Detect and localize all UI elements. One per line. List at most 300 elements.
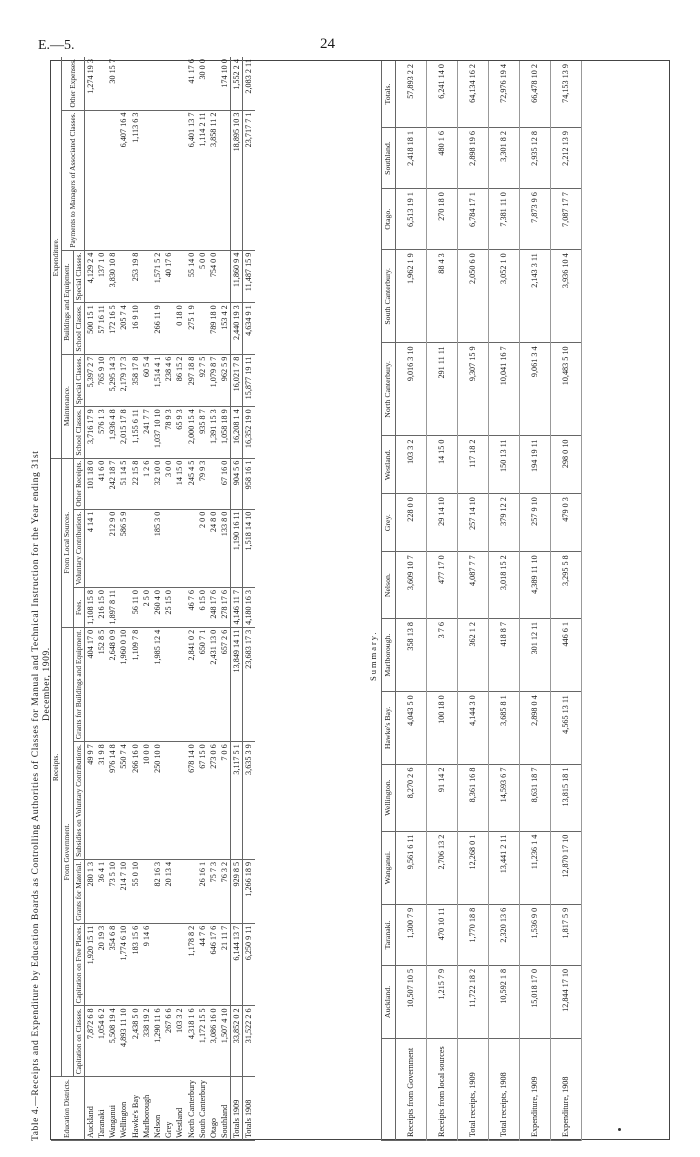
table-cell: 30 15 7 [107, 57, 118, 110]
district-name: Otago [208, 1077, 219, 1141]
summary-cell: 12,870 17 10 [550, 831, 581, 904]
rotated-content [31, 59, 671, 1141]
table-cell [141, 250, 152, 303]
table-cell: 18,895 10 3 [231, 110, 243, 250]
table-cell: 958 16 1 [243, 458, 255, 509]
table-cell [107, 110, 118, 250]
table-cell [174, 923, 185, 1006]
summary-cell: 3,018 15 2 [488, 552, 519, 619]
table-cell: 267 6 6 [163, 1006, 174, 1077]
table-cell: 212 9 0 [107, 509, 118, 587]
totals-row [231, 57, 243, 1140]
table-cell: 4 14 1 [84, 509, 96, 587]
summary-row [457, 61, 488, 1141]
table-cell [219, 250, 231, 303]
summary-cell: 8,361 16 8 [457, 764, 488, 831]
group-buildings: Buildings and Equipment. [62, 250, 73, 354]
table-cell [174, 588, 185, 628]
page-number: 24 [320, 36, 335, 52]
table-cell: 33,852 0 2 [231, 1006, 243, 1077]
summary-cell: 291 11 11 [426, 343, 457, 436]
table-cell: 3,086 16 0 [208, 1006, 219, 1077]
table-cell: 41 17 6 [186, 57, 197, 110]
table-cell [96, 57, 107, 110]
summary-cell: 480 1 6 [426, 128, 457, 189]
table-cell: 205 7 4 [118, 303, 129, 354]
table-cell [141, 110, 152, 250]
table-cell: 10 0 0 [141, 742, 152, 860]
table-cell: 1 2 6 [141, 458, 152, 509]
table-cell: 25 15 0 [163, 588, 174, 628]
table-cell: 4,129 2 4 [84, 250, 96, 303]
summary-cell: 117 18 2 [457, 436, 488, 494]
table-cell: 929 8 5 [231, 859, 243, 923]
column-header: School Classes. [73, 407, 84, 458]
summary-cell: 2,320 13 6 [488, 904, 519, 965]
summary-row [550, 61, 581, 1141]
summary-cell: 358 13 8 [395, 618, 426, 691]
summary-cell: 11,236 1 4 [519, 831, 550, 904]
document-code: E.—5. [38, 38, 75, 53]
table-cell: 278 17 6 [219, 588, 231, 628]
summary-cell: 2,898 0 4 [519, 692, 550, 764]
column-header: Grants for Buildings and Equipment. [73, 627, 84, 741]
table-cell: 4,146 11 7 [231, 588, 243, 628]
table-cell: 1,079 8 7 [208, 354, 219, 407]
table-row [84, 57, 96, 1140]
summary-cell: 7,873 9 6 [519, 189, 550, 250]
summary-cell: 2,418 18 1 [395, 128, 426, 189]
table-cell: 1,113 6 3 [130, 110, 141, 250]
summary-cell: 14,593 6 7 [488, 764, 519, 831]
table-cell [219, 110, 231, 250]
table-cell: 46 7 6 [186, 588, 197, 628]
table-cell: 657 2 6 [219, 627, 231, 741]
table-cell: 1,155 6 11 [130, 407, 141, 458]
table-cell: 576 1 3 [96, 407, 107, 458]
table-cell: 103 3 2 [174, 1006, 185, 1077]
table-cell: 24 8 0 [208, 509, 219, 587]
summary-cell: 257 9 10 [519, 494, 550, 552]
table-cell: 550 7 4 [118, 742, 129, 860]
table-cell [130, 509, 141, 587]
table-cell: 20 13 4 [163, 859, 174, 923]
table-cell [174, 57, 185, 110]
summary-cell: 301 12 11 [519, 618, 550, 691]
table-cell: 6,401 13 7 [186, 110, 197, 250]
table-cell: 260 4 0 [152, 588, 163, 628]
group-expenditure: Expenditure. [51, 57, 62, 458]
table-cell: 20 19 3 [96, 923, 107, 1006]
summary-cell: 7,381 11 0 [488, 189, 519, 250]
table-cell: 245 4 5 [186, 458, 197, 509]
table-cell: 338 19 2 [141, 1006, 152, 1077]
table-cell: 31 9 8 [96, 742, 107, 860]
summary-cell: 228 0 0 [395, 494, 426, 552]
table-cell: 133 8 0 [219, 509, 231, 587]
summary-row-label: Receipts from Government [395, 1039, 426, 1141]
col-payments-managers: Payments to Managers of Associated Classes. [62, 110, 85, 250]
table-cell: 174 10 0 [219, 57, 231, 110]
receipts-expenditure-table [51, 57, 255, 1141]
summary-table [381, 61, 582, 1141]
summary-cell: 1,300 7 9 [395, 904, 426, 965]
table-cell: 15,877 19 11 [243, 354, 255, 407]
table-cell: 2,438 5 0 [130, 1006, 141, 1077]
summary-column-header: Westland. [382, 436, 396, 494]
summary-row-label: Total receipts, 1909 [457, 1039, 488, 1141]
table-cell: 1,190 16 11 [231, 509, 243, 587]
summary-cell: 257 14 10 [457, 494, 488, 552]
summary-cell: 3,609 10 7 [395, 552, 426, 619]
table-cell: 242 18 7 [107, 458, 118, 509]
table-cell: 1,897 8 11 [107, 588, 118, 628]
table-row [186, 57, 197, 1140]
table-cell [163, 627, 174, 741]
table-cell [174, 742, 185, 860]
table-cell: 765 9 10 [96, 354, 107, 407]
table-cell: 16,021 7 8 [231, 354, 243, 407]
summary-cell: 64,134 16 2 [457, 61, 488, 128]
table-cell: 275 1 9 [186, 303, 197, 354]
table-cell [141, 57, 152, 110]
table-cell [163, 742, 174, 860]
district-name: Wanganui [107, 1077, 118, 1141]
district-name: Auckland [84, 1077, 96, 1141]
table-cell: 6,250 9 11 [243, 923, 255, 1006]
group-from-government: From Government. [62, 627, 73, 1076]
summary-cell: 10,592 1 8 [488, 965, 519, 1038]
summary-column-header: Wellington. [382, 764, 396, 831]
table-cell: 185 3 0 [152, 509, 163, 587]
table-cell [174, 509, 185, 587]
column-header: Grants for Material. [73, 859, 84, 923]
table-row [174, 57, 185, 1140]
col-other-expenses: Other Expenses. [62, 57, 85, 110]
table-row [152, 57, 163, 1140]
table-cell: 1,920 15 11 [84, 923, 96, 1006]
summary-cell: 8,631 18 7 [519, 764, 550, 831]
table-cell: 3,830 10 8 [107, 250, 118, 303]
summary-cell: 57,893 2 2 [395, 61, 426, 128]
summary-cell: 477 17 0 [426, 552, 457, 619]
table-cell: 2,841 0 2 [186, 627, 197, 741]
summary-cell: 3,301 8 2 [488, 128, 519, 189]
table-cell: 1,109 7 8 [130, 627, 141, 741]
table-cell: 1,936 4 8 [107, 407, 118, 458]
table-cell: 4,180 16 3 [243, 588, 255, 628]
table-cell: 86 15 2 [174, 354, 185, 407]
table-cell [152, 110, 163, 250]
table-cell: 216 15 0 [96, 588, 107, 628]
summary-cell: 14 15 0 [426, 436, 457, 494]
table-cell: 172 16 5 [107, 303, 118, 354]
summary-cell: 12,844 17 10 [550, 965, 581, 1038]
summary-cell: 10,507 10 5 [395, 965, 426, 1038]
table-cell: 40 17 6 [163, 250, 174, 303]
table-cell: 2,083 2 11 [243, 57, 255, 110]
table-cell: 55 0 10 [130, 859, 141, 923]
column-header: Special Classes. [73, 354, 84, 407]
table-cell: 82 16 3 [152, 859, 163, 923]
group-from-local: From Local Sources. [62, 458, 73, 627]
table-cell [96, 509, 107, 587]
summary-column-header: Marlborough. [382, 618, 396, 691]
summary-cell: 3,685 8 1 [488, 692, 519, 764]
summary-cell: 1,215 7 9 [426, 965, 457, 1038]
table-cell: 16,352 19 0 [243, 407, 255, 458]
summary-cell: 150 13 11 [488, 436, 519, 494]
summary-cell: 1,962 1 9 [395, 250, 426, 343]
summary-row [488, 61, 519, 1141]
summary-cell: 3 7 6 [426, 618, 457, 691]
table-cell: 4,318 1 6 [186, 1006, 197, 1077]
summary-cell: 470 10 11 [426, 904, 457, 965]
summary-column-header [382, 1039, 396, 1141]
summary-column-header: Grey. [382, 494, 396, 552]
table-cell: 11,860 9 4 [231, 250, 243, 303]
summary-cell: 4,565 13 11 [550, 692, 581, 764]
table-cell [174, 859, 185, 923]
table-cell [163, 57, 174, 110]
stray-mark [618, 1128, 621, 1131]
table-cell: 9 14 6 [141, 923, 152, 1006]
table-cell: 5,295 14 3 [107, 354, 118, 407]
table-cell: 1,507 4 10 [219, 1006, 231, 1077]
column-header: School Classes. [73, 303, 84, 354]
summary-column-header: South Canterbury. [382, 250, 396, 343]
table-cell: 6,144 13 7 [231, 923, 243, 1006]
summary-cell: 9,061 3 4 [519, 343, 550, 436]
table-title-continued: December, 1909. [42, 647, 52, 721]
table-cell [174, 110, 185, 250]
column-header: Special Classes. [73, 250, 84, 303]
summary-cell: 12,268 0 1 [457, 831, 488, 904]
group-maintenance: Maintenance. [62, 354, 73, 458]
summary-cell: 1,770 18 8 [457, 904, 488, 965]
table-cell: 2,179 17 3 [118, 354, 129, 407]
table-cell: 248 17 6 [208, 588, 219, 628]
table-cell: 73 5 10 [107, 859, 118, 923]
table-cell: 2,648 0 9 [107, 627, 118, 741]
table-row [163, 57, 174, 1140]
table-cell: 44 7 6 [197, 923, 208, 1006]
group-receipts: Receipts. [51, 458, 62, 1077]
summary-column-header: Hawke's Bay. [382, 692, 396, 764]
table-cell: 23,683 17 3 [243, 627, 255, 741]
table-cell: 754 0 0 [208, 250, 219, 303]
table-cell [84, 110, 96, 250]
summary-cell: 9,016 3 10 [395, 343, 426, 436]
table-cell: 4,893 11 10 [118, 1006, 129, 1077]
table-cell: 1,985 12 4 [152, 627, 163, 741]
table-cell: 7 0 6 [219, 742, 231, 860]
summary-cell: 446 6 1 [550, 618, 581, 691]
table-cell: 1,058 18 9 [219, 407, 231, 458]
summary-cell: 4,087 7 7 [457, 552, 488, 619]
table-cell [118, 57, 129, 110]
table-row [197, 57, 208, 1140]
table-row [118, 57, 129, 1140]
table-cell: 32 10 0 [152, 458, 163, 509]
table-cell: 250 10 0 [152, 742, 163, 860]
table-cell: 2,440 19 3 [231, 303, 243, 354]
summary-cell: 7,087 17 7 [550, 189, 581, 250]
table-row [208, 57, 219, 1140]
table-cell: 16 9 10 [130, 303, 141, 354]
column-header: Voluntary Contributions. [73, 509, 84, 587]
table-cell: 2 5 0 [141, 588, 152, 628]
table-cell: 0 18 0 [174, 303, 185, 354]
table-cell: 650 7 1 [197, 627, 208, 741]
table-cell: 23,717 7 1 [243, 110, 255, 250]
table-cell: 1,290 11 6 [152, 1006, 163, 1077]
table-cell: 78 9 3 [163, 407, 174, 458]
summary-cell: 4,144 3 0 [457, 692, 488, 764]
summary-cell: 13,815 18 1 [550, 764, 581, 831]
table-cell: 1,274 19 3 [84, 57, 96, 110]
district-name: Nelson [152, 1077, 163, 1141]
table-cell: 67 16 0 [219, 458, 231, 509]
summary-cell: 1,817 5 9 [550, 904, 581, 965]
summary-cell: 4,389 11 10 [519, 552, 550, 619]
table-cell: 92 7 5 [197, 354, 208, 407]
table-cell: 57 16 11 [96, 303, 107, 354]
table-cell: 266 16 0 [130, 742, 141, 860]
district-name: North Canterbury [186, 1077, 197, 1141]
table-cell: 31,522 2 6 [243, 1006, 255, 1077]
summary-cell: 72,976 19 4 [488, 61, 519, 128]
table-cell: 404 17 0 [84, 627, 96, 741]
summary-cell: 10,041 16 7 [488, 343, 519, 436]
table-cell: 1,108 15 8 [84, 588, 96, 628]
summary-cell: 6,513 19 1 [395, 189, 426, 250]
table-cell: 11,487 15 9 [243, 250, 255, 303]
table-cell [141, 303, 152, 354]
table-cell [163, 509, 174, 587]
summary-cell: 379 12 2 [488, 494, 519, 552]
table-cell: 678 14 0 [186, 742, 197, 860]
table-cell: 56 11 0 [130, 588, 141, 628]
table-cell: 3 0 0 [163, 458, 174, 509]
table-cell [96, 110, 107, 250]
table-cell: 75 7 3 [208, 859, 219, 923]
totals-label: Totals 1909 [231, 1077, 243, 1141]
table-cell [141, 509, 152, 587]
summary-cell: 91 14 2 [426, 764, 457, 831]
table-cell: 79 9 3 [197, 458, 208, 509]
table-cell: 962 5 9 [219, 354, 231, 407]
table-cell [130, 57, 141, 110]
table-cell: 1,518 14 10 [243, 509, 255, 587]
table-cell: 5 0 0 [197, 250, 208, 303]
table-cell: 67 15 0 [197, 742, 208, 860]
column-header: Fees. [73, 588, 84, 628]
table-cell: 137 1 0 [96, 250, 107, 303]
table-cell: 1,552 2 4 [231, 57, 243, 110]
table-cell [208, 458, 219, 509]
summary-cell: 9,561 6 11 [395, 831, 426, 904]
table-cell: 3,858 11 2 [208, 110, 219, 250]
summary-column-header: Taranaki. [382, 904, 396, 965]
summary-cell: 66,478 10 2 [519, 61, 550, 128]
table-cell: 41 6 0 [96, 458, 107, 509]
table-cell [152, 57, 163, 110]
summary-column-header: Auckland. [382, 965, 396, 1038]
table-cell: 55 14 0 [186, 250, 197, 303]
table-row [96, 57, 107, 1140]
summary-cell: 88 4 3 [426, 250, 457, 343]
summary-title: Summary. [368, 630, 378, 681]
table-cell: 30 0 0 [197, 57, 208, 110]
table-cell: 36 4 1 [96, 859, 107, 923]
table-cell: 76 3 2 [219, 859, 231, 923]
table-cell: 26 16 1 [197, 859, 208, 923]
summary-row [426, 61, 457, 1141]
col-districts: Education Districts. [51, 1077, 84, 1141]
summary-cell: 15,018 17 0 [519, 965, 550, 1038]
summary-cell: 6,784 17 1 [457, 189, 488, 250]
summary-column-header: Otago. [382, 189, 396, 250]
table-row [107, 57, 118, 1140]
summary-cell: 3,295 5 8 [550, 552, 581, 619]
table-cell [118, 250, 129, 303]
table-row [141, 57, 152, 1140]
table-cell: 273 0 6 [208, 742, 219, 860]
table-cell [174, 250, 185, 303]
table-cell: 586 5 9 [118, 509, 129, 587]
table-cell: 976 14 8 [107, 742, 118, 860]
table-row [130, 57, 141, 1140]
table-cell: 280 1 3 [84, 859, 96, 923]
table-cell: 153 4 2 [219, 303, 231, 354]
summary-cell: 29 14 10 [426, 494, 457, 552]
table-cell [208, 57, 219, 110]
summary-column-header: Nelson. [382, 552, 396, 619]
summary-cell: 418 8 7 [488, 618, 519, 691]
district-name: South Canterbury [197, 1077, 208, 1141]
district-name: Southland [219, 1077, 231, 1141]
table-cell: 49 9 7 [84, 742, 96, 860]
table-cell [174, 627, 185, 741]
summary-cell: 103 3 2 [395, 436, 426, 494]
table-cell: 238 4 6 [163, 354, 174, 407]
table-cell: 6,407 16 4 [118, 110, 129, 250]
summary-cell: 298 0 10 [550, 436, 581, 494]
column-header: Capitation on Classes. [73, 1006, 84, 1077]
table-cell [163, 923, 174, 1006]
table-cell: 935 8 7 [197, 407, 208, 458]
table-cell: 1,571 5 2 [152, 250, 163, 303]
table-cell: 1,514 4 1 [152, 354, 163, 407]
table-cell: 297 18 8 [186, 354, 197, 407]
table-cell: 214 7 10 [118, 859, 129, 923]
table-cell: 5,508 19 4 [107, 1006, 118, 1077]
table-cell: 789 18 0 [208, 303, 219, 354]
summary-cell: 3,936 10 4 [550, 250, 581, 343]
table-cell: 3,716 17 9 [84, 407, 96, 458]
summary-column-header: Wanganui. [382, 831, 396, 904]
column-header: Subsidies on Voluntary Contributions. [73, 742, 84, 860]
summary-cell: 1,536 9 0 [519, 904, 550, 965]
table-cell: 3,117 5 1 [231, 742, 243, 860]
table-cell: 1,266 18 9 [243, 859, 255, 923]
summary-cell: 2,706 13 2 [426, 831, 457, 904]
table-cell [141, 627, 152, 741]
table-cell: 51 14 5 [118, 458, 129, 509]
summary-row-label: Total receipts, 1908 [488, 1039, 519, 1141]
table-cell: 6 15 0 [197, 588, 208, 628]
